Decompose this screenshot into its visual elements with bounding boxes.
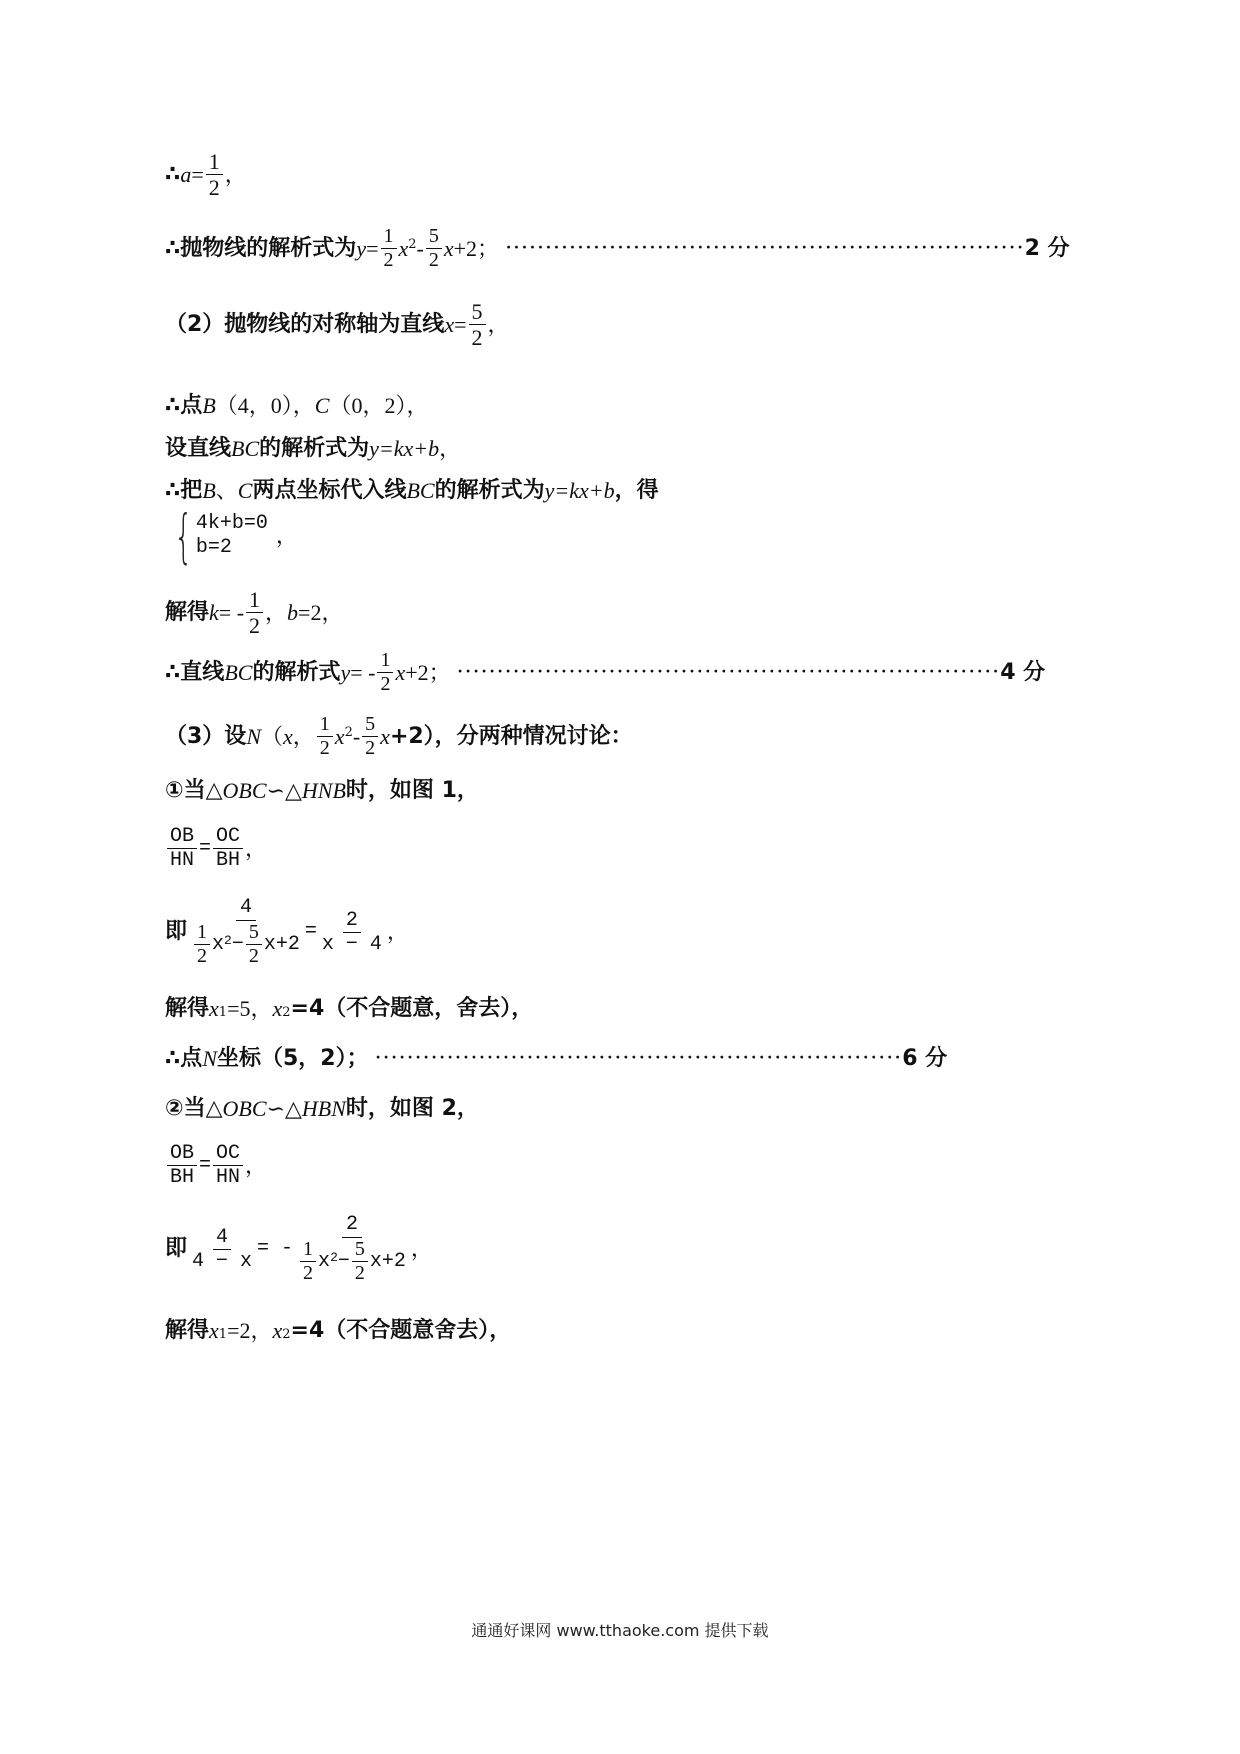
fraction: $\frac{OB}{HN}$ [167,826,197,871]
solution-line-set-n: （3）设 N （ x ， $\frac{1}{2}$ x 2 - $\frac{5}{2}$ x +2），分两种情况讨论： [165,713,633,759]
equals: = [191,161,204,187]
solution-line-a-value [165,150,247,199]
compound-fraction: 2 $\frac{1}{2}$ x 2 − $\frac{5}{2}$ x+2 [295,1214,409,1284]
fraction: $\frac{2}{x - 4}$ [321,908,382,956]
solution-line-substitute: ∴把 B 、 C 两点坐标代入线 BC 的解析式为 y=kx+b ，得 [165,478,659,503]
fraction: $\frac{1}{2}$ [381,226,397,271]
system-row-2: b=2 [195,536,232,559]
ratio-substituted-2: 即 $\frac{4}{4 - x}$ = - 2 $\frac{1}{2}$ x 2 − $\frac{5}{2}$ x+2 ， [165,1213,433,1284]
case-2-heading: ②当△ OBC ∽△ HBN 时，如图 2， [165,1096,479,1121]
case-1-heading: ①当△ OBC ∽△ HNB 时，如图 1， [165,778,479,803]
leader-dots: ································································· [505,237,1025,260]
score-label: 2 分 [1024,235,1070,261]
therefore-symbol: ∴ [165,161,181,187]
fraction: $\frac{1}{2}$ [317,714,333,759]
solution-line-roots-2: 解得 x 1 =2， x 2 =4（不合题意舍去）， [165,1318,512,1343]
solution-line-solve-k-b: 解得 k = - $\frac{1}{2}$ ， b =2， [165,587,344,639]
fraction: $\frac{1}{2}$ [377,650,393,695]
leader-dots: ·································································· [374,1048,903,1070]
ratio-substituted-1: 即 4 $\frac{1}{2}$ x 2 − $\frac{5}{2}$ x+2 = $\frac{2}{x - 4}$ ， [165,896,409,967]
fraction: $\frac{5}{2}$ [362,714,378,759]
fraction: $\frac{5}{2}$ [469,300,486,349]
solution-line-bc-formula: ∴直线 BC 的解析式 y = - $\frac{1}{2}$ x +2； ···································································· 4 分 [165,649,1046,695]
ratio-equation-2: $\frac{OB}{BH}$ = $\frac{OC}{HN}$ ， [165,1143,267,1188]
score-label: 6 分 [902,1046,948,1071]
fraction: $\frac{OC}{HN}$ [213,1143,243,1188]
var-a: a [180,161,192,187]
fraction: $\frac{5}{2}$ [426,226,442,271]
compound-fraction: 4 $\frac{1}{2}$ x 2 − $\frac{5}{2}$ x+2 [189,897,303,967]
fraction: $\frac{1}{2}$ [206,150,223,199]
solution-line-symmetry-axis: （2）抛物线的对称轴为直线 x = $\frac{5}{2}$ ， [165,299,510,351]
label-text: ∴抛物线的解析式为 [165,235,357,261]
punct: ， [224,161,247,187]
equation-system: { 4k+b=0 b=2 ， [174,502,298,570]
solution-line-set-bc: 设直线 BC 的解析式为 y=kx+b ， [165,436,462,461]
fraction: $\frac{1}{2}$ [246,588,263,637]
solution-line-point-n: ∴点 N 坐标（5，2）； ·································································· 6 分 [165,1046,948,1071]
ratio-equation-1: $\frac{OB}{HN}$ = $\frac{OC}{BH}$ ， [165,826,267,871]
solution-line-roots-1: 解得 x 1 =5， x 2 =4（不合题意，舍去）， [165,996,534,1021]
fraction: $\frac{OC}{BH}$ [213,826,243,871]
solution-line-parabola-formula: ∴抛物线的解析式为 y = $\frac{1}{2}$ x 2 - $\frac{5}{2}$ x +2； ································································· 2 分 [165,225,1070,271]
page-footer: 通通好课网 www.tthaoke.com 提供下载 [471,1621,769,1640]
brace-icon: { [174,502,193,570]
fraction: $\frac{4}{4 - x}$ [192,1225,253,1273]
system-row-1: 4k+b=0 [195,512,268,535]
leader-dots: ···································································· [456,661,1001,684]
fraction: $\frac{OB}{BH}$ [167,1143,197,1188]
solution-line-points: ∴点 B （4，0）， C （0，2）， [165,393,429,418]
score-label: 4 分 [1000,659,1046,685]
